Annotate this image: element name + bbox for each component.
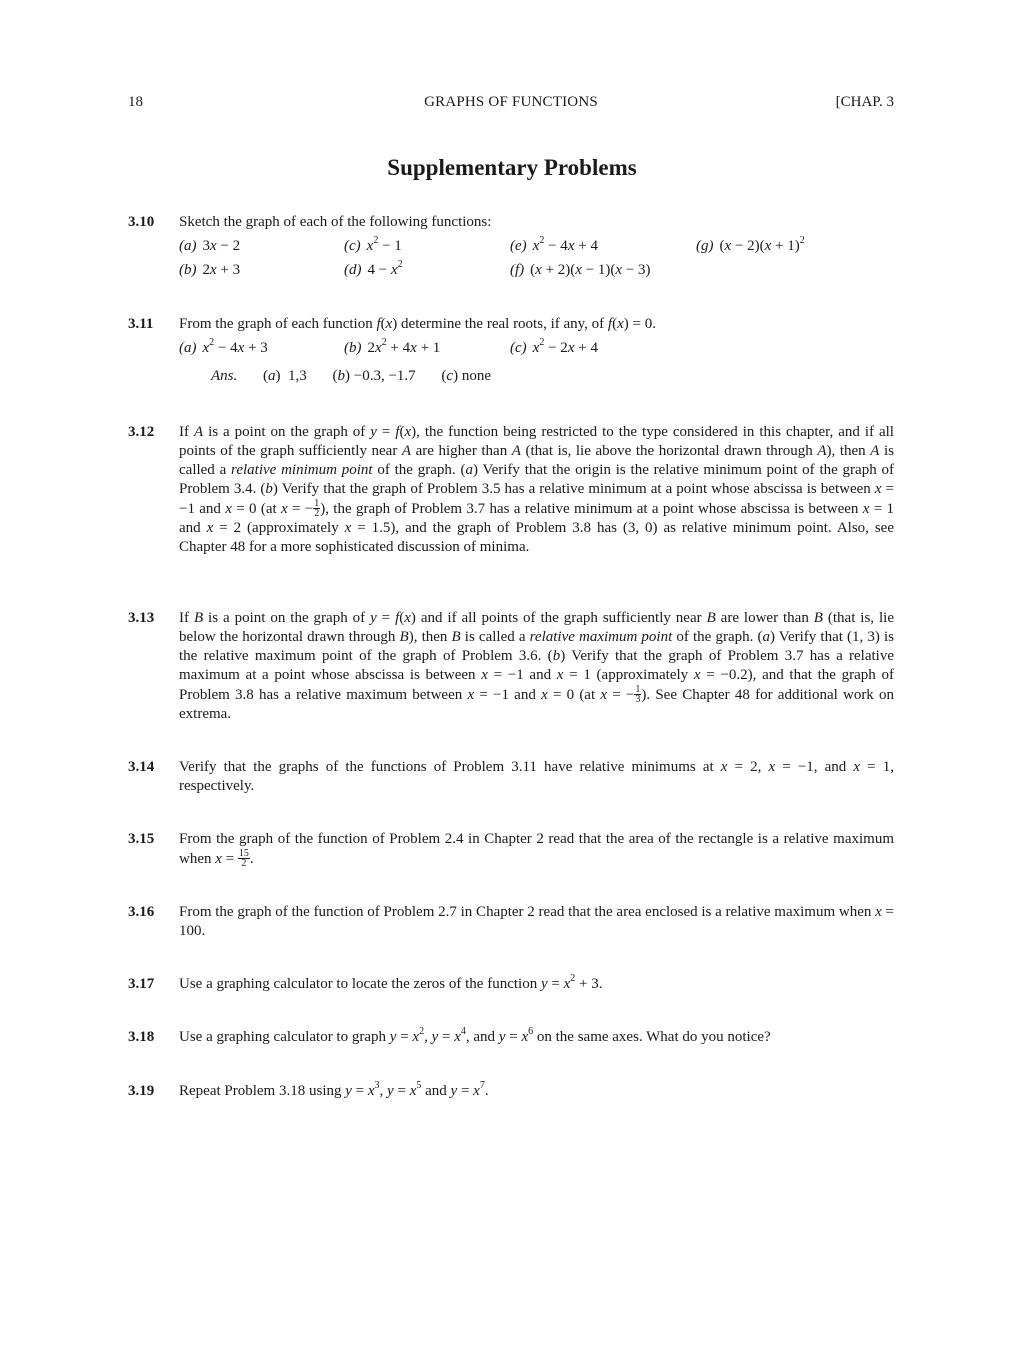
problem-text: If A is a point on the graph of y = f(x), the function being restricted to the type considered in this chapter, and if all points of the graph sufficiently near A are higher than A (that is, lie above the horizontal drawn through A), then A is called a relative minimum point of the graph. (a) Verify that the origin is the relative minimum point of the graph of Problem 3.4. (b) Verify that the graph of Problem 3.5 has a relative minimum at a point whose abscissa is between x = −1 and x = 0 (at x = − $\frac{1}{2}$ ), the graph of Problem 3.7 has a relative minimum at a point whose abscissa is between x = 1 and x = 2 (approximately x = 1.5), and the graph of Problem 3.8 has (3, 0) as relative minimum point. Also, see Chapter 48 for a more sophisticated discussion of minima. <box>179 424 894 555</box>
problem-3-16 <box>128 903 894 941</box>
problem-3-10 <box>128 213 894 280</box>
problem-number: 3.13 <box>128 610 155 626</box>
problem-text: From the graph of the function of Problem 2.4 in Chapter 2 read that the area of the rectangle is a relative maximum when x = $\frac{15}{2}$ . <box>179 831 894 869</box>
item-e: (e) $x^2 - 4x + 4$ <box>510 235 598 254</box>
problem-number: 3.14 <box>128 759 155 775</box>
item-b: (b) 2x + 3 <box>179 262 241 278</box>
item-b: (b) $2x^2 + 4x + 1$ <box>344 337 441 356</box>
item-a: (a) 3x − 2 <box>179 238 241 254</box>
problem-number: 3.10 <box>128 214 155 230</box>
problem-3-19 <box>128 1082 894 1101</box>
problem-3-18 <box>128 1028 894 1047</box>
item-c: (c) $x^2 - 1$ <box>344 235 402 254</box>
running-head <box>128 94 894 114</box>
problem-3-11 <box>128 315 894 386</box>
problem-number: 3.12 <box>128 424 155 440</box>
item-g: (g) $(x - 2)(x + 1)^2$ <box>696 235 805 254</box>
chapter-label: [CHAP. 3 <box>835 94 894 110</box>
answer-prefix: Ans. <box>211 368 238 384</box>
section-title: Supplementary Problems <box>387 155 637 180</box>
problem-number: 3.15 <box>128 831 155 847</box>
problem-number: 3.16 <box>128 904 155 920</box>
problem-text: Use a graphing calculator to graph $y = x^2$, $y = x^4$, and $y = x^6$ on the same axes. What do you notice? <box>179 1026 771 1045</box>
answer-a: (a) 1,3 <box>263 368 307 384</box>
problem-number: 3.11 <box>128 316 154 332</box>
page-number: 18 <box>128 94 143 110</box>
item-row <box>179 256 894 280</box>
problem-text: Verify that the graphs of the functions of Problem 3.11 have relative minimums at x = 2, x = −1, and x = 1, respectively. <box>179 759 895 794</box>
problem-text: From the graph of each function f(x) determine the real roots, if any, of f(x) = 0. <box>179 316 656 332</box>
problem-3-15 <box>128 830 894 869</box>
answer-c: (c) none <box>441 368 491 384</box>
problem-3-13 <box>128 609 894 724</box>
problem-text: Repeat Problem 3.18 using $y = x^3$, $y = x^5$ and $y = x^7$. <box>179 1080 489 1099</box>
problem-number: 3.17 <box>128 976 155 992</box>
item-f: (f) (x + 2)(x − 1)(x − 3) <box>510 262 651 278</box>
chapter-title: GRAPHS OF FUNCTIONS <box>424 94 598 110</box>
problem-number: 3.19 <box>128 1083 155 1099</box>
answer-b: (b) −0.3, −1.7 <box>332 368 416 384</box>
problem-text: If B is a point on the graph of y = f(x) and if all points of the graph sufficiently near B are lower than B (that is, lie below the horizontal drawn through B), then B is called a relative maximum point of the graph. (a) Verify that (1, 3) is the relative maximum point of the graph of Problem 3.6. (b) Verify that the graph of Problem 3.7 has a relative maximum at a point whose abscissa is between x = −1 and x = 1 (approximately x = −0.2), and that the graph of Problem 3.8 has a relative maximum between x = −1 and x = 0 (at x = − $\frac{1}{3}$ ). See Chapter 48 for additional work on extrema. <box>179 610 895 722</box>
problem-text: From the graph of the function of Problem 2.7 in Chapter 2 read that the area enclosed is a relative maximum when x = 100. <box>179 904 894 939</box>
item-row <box>179 232 894 256</box>
answer-line <box>211 367 894 386</box>
problem-3-14 <box>128 758 894 796</box>
problem-number: 3.18 <box>128 1029 155 1045</box>
problem-3-17 <box>128 975 894 994</box>
item-row <box>179 334 894 358</box>
item-d: (d) $4 - x^2$ <box>344 259 403 278</box>
item-a: (a) $x^2 - 4x + 3$ <box>179 337 268 356</box>
problem-text: Use a graphing calculator to locate the zeros of the function $y = x^2 + 3$. <box>179 973 603 992</box>
item-c: (c) $x^2 - 2x + 4$ <box>510 337 598 356</box>
problem-text: Sketch the graph of each of the following functions: <box>179 214 492 230</box>
problem-3-12 <box>128 423 894 557</box>
